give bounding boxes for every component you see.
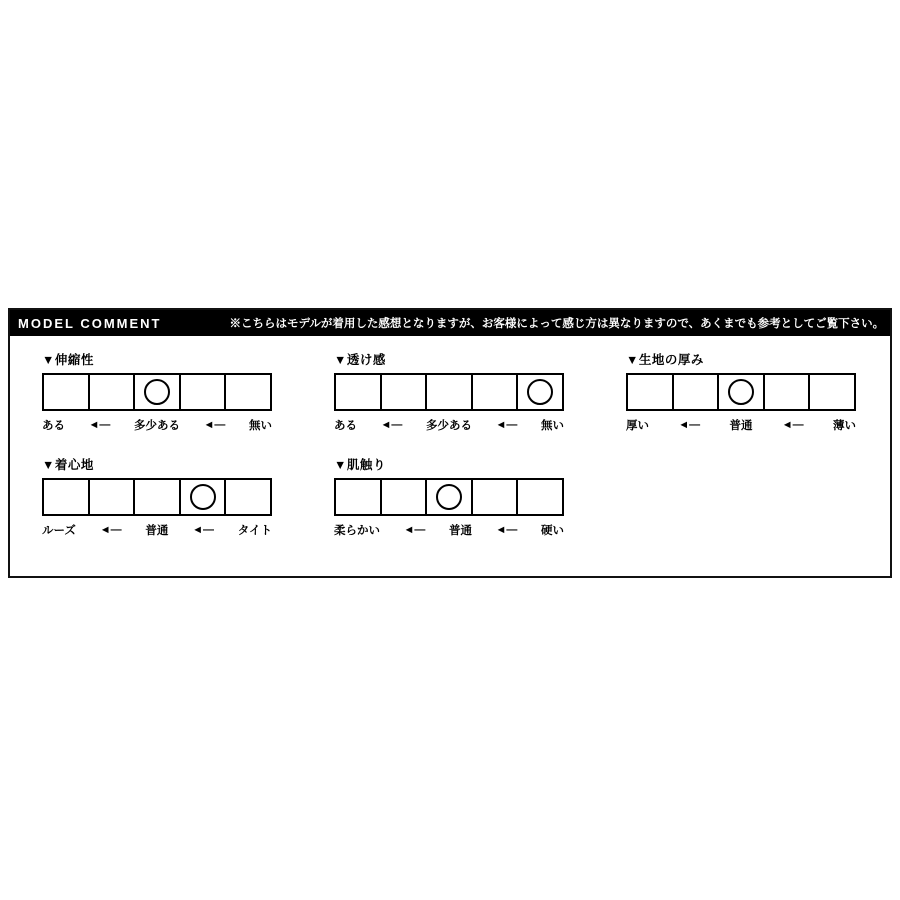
rating-cell[interactable] [628, 375, 674, 409]
rating-item-fit [42, 455, 272, 538]
left-arrow-icon: ◄— [192, 523, 214, 536]
scale-label-left: ある [334, 420, 357, 432]
rating-item-title: ▼伸縮性 [42, 353, 94, 367]
rating-cell[interactable] [336, 480, 382, 514]
left-arrow-icon: ◄— [380, 418, 403, 431]
rating-cell[interactable] [181, 375, 227, 409]
selection-circle-icon [190, 484, 216, 510]
rating-cell-selected[interactable] [135, 375, 181, 409]
rating-scale-boxes [42, 478, 272, 516]
rating-cell-selected[interactable] [427, 480, 473, 514]
left-arrow-icon: ◄— [403, 523, 426, 536]
panel-disclaimer: ※こちらはモデルが着用した感想となりますが、お客様によって感じ方は異なりますので、あくまでも参考としてご覧下さい。 [229, 318, 885, 330]
left-arrow-icon: ◄— [781, 418, 804, 431]
rating-scale-labels [334, 417, 564, 433]
left-arrow-icon: ◄— [99, 523, 122, 536]
left-arrow-icon: ◄— [678, 418, 701, 431]
scale-label-mid: 普通 [145, 525, 169, 537]
rating-cell-selected[interactable] [518, 375, 562, 409]
rating-cell[interactable] [226, 375, 270, 409]
rating-row-1 [10, 350, 890, 433]
scale-label-left: ルーズ [42, 525, 76, 537]
selection-circle-icon [728, 379, 754, 405]
rating-grid [10, 336, 890, 538]
rating-cell[interactable] [473, 480, 519, 514]
rating-item-texture [334, 455, 564, 538]
left-arrow-icon: ◄— [495, 523, 518, 536]
rating-scale-labels [42, 522, 272, 538]
rating-item-sheerness [334, 350, 564, 433]
left-arrow-icon: ◄— [203, 418, 226, 431]
rating-cell-selected[interactable] [719, 375, 765, 409]
rating-item-stretch [42, 350, 272, 433]
rating-cell[interactable] [382, 480, 428, 514]
rating-cell[interactable] [90, 480, 136, 514]
rating-scale-boxes [42, 373, 272, 411]
scale-label-right: タイト [237, 525, 272, 537]
scale-label-mid: 普通 [729, 420, 753, 432]
rating-scale-boxes [334, 373, 564, 411]
rating-scale-boxes [626, 373, 856, 411]
rating-scale-boxes [334, 478, 564, 516]
rating-cell[interactable] [518, 480, 562, 514]
rating-cell[interactable] [473, 375, 519, 409]
rating-item-thickness [626, 350, 856, 433]
panel-title: MODEL COMMENT [18, 315, 162, 331]
rating-cell[interactable] [810, 375, 854, 409]
rating-cell[interactable] [382, 375, 428, 409]
selection-circle-icon [527, 379, 553, 405]
rating-item-title: ▼生地の厚み [626, 353, 704, 367]
rating-cell-selected[interactable] [181, 480, 227, 514]
rating-cell[interactable] [765, 375, 811, 409]
rating-cell[interactable] [336, 375, 382, 409]
scale-label-left: 厚い [626, 420, 649, 432]
scale-label-right: 硬い [540, 525, 564, 537]
scale-label-right: 無い [540, 420, 564, 432]
rating-item-title: ▼着心地 [42, 458, 94, 472]
rating-cell[interactable] [135, 480, 181, 514]
rating-cell[interactable] [90, 375, 136, 409]
scale-label-mid: 多少ある [425, 420, 472, 432]
rating-scale-labels [626, 417, 856, 433]
rating-row-2 [10, 455, 890, 538]
model-comment-panel [8, 308, 892, 578]
scale-label-right: 薄い [832, 420, 856, 432]
scale-label-left: 柔らかい [334, 525, 380, 537]
scale-label-left: ある [42, 420, 65, 432]
rating-cell[interactable] [674, 375, 720, 409]
scale-label-mid: 普通 [448, 525, 472, 537]
rating-scale-labels [334, 522, 564, 538]
panel-header [10, 310, 890, 336]
rating-item-title: ▼透け感 [334, 353, 386, 367]
selection-circle-icon [436, 484, 462, 510]
scale-label-mid: 多少ある [133, 420, 180, 432]
rating-item-title: ▼肌触り [334, 458, 386, 472]
rating-cell[interactable] [226, 480, 270, 514]
left-arrow-icon: ◄— [495, 418, 518, 431]
rating-cell[interactable] [44, 480, 90, 514]
selection-circle-icon [144, 379, 170, 405]
rating-scale-labels [42, 417, 272, 433]
rating-cell[interactable] [44, 375, 90, 409]
rating-cell[interactable] [427, 375, 473, 409]
left-arrow-icon: ◄— [88, 418, 111, 431]
scale-label-right: 無い [248, 420, 272, 432]
